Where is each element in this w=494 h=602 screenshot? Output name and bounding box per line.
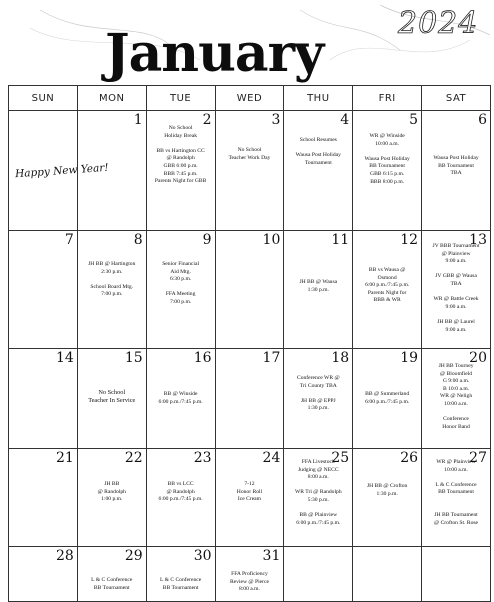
day-cell [9,231,78,349]
week-row [9,449,491,547]
day-number: 2 [202,112,212,128]
day-cell [284,449,353,547]
day-number: 27 [469,450,487,466]
day-number: 30 [193,548,212,564]
day-cell [422,231,491,349]
day-number: 14 [56,350,74,366]
day-cell [9,547,78,602]
day-events: BB @ Winside 6:00 p.m./7:45 p.m. [158,391,203,405]
happy-new-year-note: Happy New Year! [14,161,109,181]
day-number: 6 [478,112,487,128]
day-cell [215,231,284,349]
day-cell [422,349,491,449]
day-number: 8 [133,232,143,248]
day-events: No School Teacher Work Day [228,147,271,161]
day-cell [284,231,353,349]
day-cell [215,449,284,547]
day-number: 12 [400,232,419,248]
day-events: 7-12 Honor Roll Ice Cream [236,481,263,503]
week-row [9,231,491,349]
day-cell [146,449,215,547]
day-number: 10 [262,232,281,248]
day-events: No School Teacher In Service [88,389,136,405]
day-events: School Resumes Wausa Post Holiday Tournament [295,137,341,166]
day-events: JH BB @ Randolph 1:00 p.m. [97,481,126,503]
day-number: 23 [193,450,212,466]
weekday-mon: MON [77,86,146,111]
day-number: 18 [331,350,350,366]
weekday-fri: FRI [353,86,422,111]
day-number: 13 [469,232,487,248]
day-cell [9,349,78,449]
weekday-wed: WED [215,86,284,111]
day-events: JH BB Tourney @ Bloomfield G 9:00 a.m. B 10:0 a.m. WR @ Neligh 10:00 a.m. Conference Honor Band [438,363,474,430]
day-cell [9,111,109,231]
day-cell [284,111,353,231]
day-number: 1 [133,112,143,128]
day-events: FFA Proficiency Review @ Pierce 8:00 a.m. [229,571,269,593]
week-row [9,547,491,602]
day-events: JH BB @ Wausa 1:30 p.m. [299,279,338,293]
day-number: 3 [271,112,281,128]
day-cell [353,547,422,602]
day-number: 29 [124,548,143,564]
day-events: Conference WR @ Tri County TBA JH BB @ EPPJ 1:30 p.m. [296,375,340,412]
day-events: JH BB @ Hartington 2:30 p.m. School Board Mtg. 7:00 p.m. [88,261,136,298]
day-number: 15 [124,350,143,366]
month-title: January [105,23,324,84]
day-events: BB vs LCC @ Randolph 6:00 p.m./7:45 p.m. [158,481,203,503]
day-cell [353,349,422,449]
day-events: BB vs Wausa @ Osmond 6:00 p.m./7:45 p.m. Parents Night for BBB & WR [365,267,410,304]
day-number: 7 [64,232,74,248]
week-row [9,111,491,231]
day-number: 9 [202,232,212,248]
day-cell [77,449,146,547]
day-cell [215,547,284,602]
weekday-thu: THU [284,86,353,111]
day-events: WR @ Plainview 10:00 a.m. L & C Conference BB Tournament JH BB Tournament @ Crofton St. Rose [434,459,479,526]
weekday-sun: SUN [9,86,78,111]
day-events: L & C Conference BB Tournament [91,577,133,591]
day-events: Wausa Post Holiday BB Tournament TBA [433,155,479,177]
day-number: 31 [262,548,281,564]
day-cell [284,349,353,449]
day-number: 20 [469,350,487,366]
day-events: JV BBB Tournament @ Plainview 9:00 a.m. JV GBB @ Wausa TBA WR @ Battle Creek 9:00 a.m. JH BB @ Laurel 9:00 a.m. [432,243,480,333]
day-cell [146,547,215,602]
day-number: 25 [331,450,350,466]
day-events: FFA Livestock Judging @ NECC 8:00 a.m. WR Tri @ Randolph 5:30 p.m. BB @ Plainview 6:00 p.m./7:45 p.m. [294,459,342,526]
day-number: 28 [56,548,74,564]
day-number: 5 [409,112,419,128]
day-number: 22 [124,450,143,466]
calendar-grid [8,85,491,602]
week-row [9,349,491,449]
day-number: 17 [262,350,281,366]
day-events: Senior Financial Aid Mtg. 6:30 p.m. FFA Meeting 7:00 p.m. [162,261,200,305]
day-cell [422,547,491,602]
day-cell [146,111,215,231]
weekday-sat: SAT [422,86,491,111]
day-events: No School Holiday Break BB vs Hartington CC @ Randolph GBB 6:00 p.m. BBB 7:45 p.m. Parents Night for GBB [154,125,207,185]
day-cell [284,547,353,602]
day-number: 4 [340,112,350,128]
day-cell [146,231,215,349]
day-cell [422,111,491,231]
day-cell [422,449,491,547]
day-number: 16 [193,350,212,366]
day-number: 19 [400,350,419,366]
day-cell [353,111,422,231]
day-cell [77,231,146,349]
day-cell [77,349,146,449]
day-cell [215,349,284,449]
day-cell [77,547,146,602]
day-number: 11 [331,232,350,248]
day-cell [215,111,284,231]
day-events: JH BB @ Crofton 1:30 p.m. [366,483,408,497]
day-number: 21 [56,450,74,466]
weekday-header-row [9,86,491,111]
year-label: 2024 [398,6,479,41]
day-number: 24 [262,450,281,466]
day-cell [146,349,215,449]
day-cell [9,449,78,547]
weekday-tue: TUE [146,86,215,111]
day-events: L & C Conference BB Tournament [159,577,202,591]
day-events: BB @ Summerland 6:00 p.m./7:45 p.m. [365,391,410,405]
day-cell [353,231,422,349]
day-events: WR @ Winside 10:00 a.m. Wausa Post Holiday BB Tournament GBB 6:15 p.m. BBB 8:00 p.m. [364,133,410,185]
day-number: 26 [400,450,419,466]
day-cell [353,449,422,547]
day-cell [77,111,146,231]
